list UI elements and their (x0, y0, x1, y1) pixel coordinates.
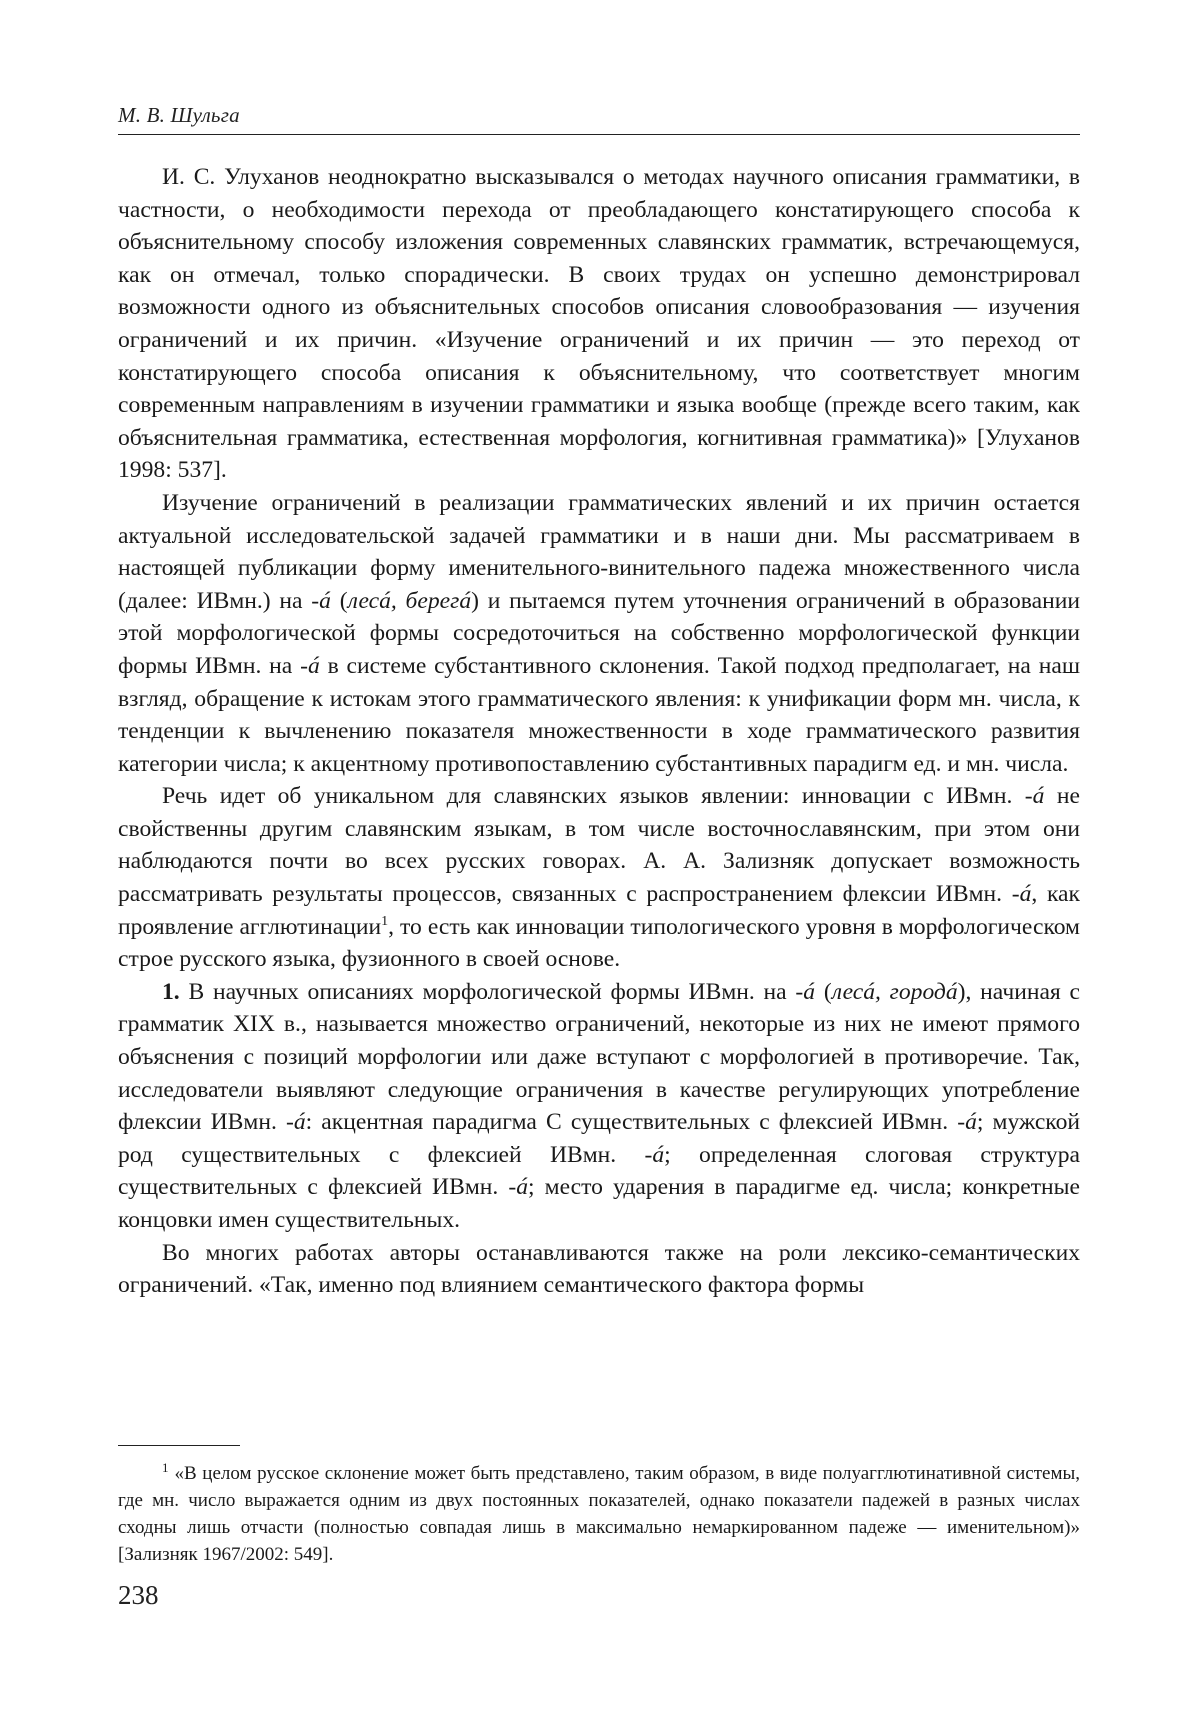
paragraph-text: Во многих работах авторы останавливаются также на роли лексико-семантических ограничений. «Так, именно под влиянием семантического фактора формы (118, 1239, 1080, 1299)
italic-ending: -á (508, 1174, 529, 1201)
footnote-reference[interactable]: 1 (381, 913, 389, 929)
footnote-rule (118, 1445, 240, 1446)
section-number: 1. (162, 978, 180, 1005)
running-head: М. В. Шульга (118, 103, 240, 127)
paragraph-1 (118, 161, 1080, 487)
paragraph-5 (118, 1237, 1080, 1302)
italic-ending: -á (285, 1109, 306, 1136)
paragraph-text: ), начиная с грамматик XIX в., называется множество ограничений, некоторые из них не имеют прямого объяснения с позиций морфологии или даже вступают с морфологией в противоречие. Так, исследователи выявляют следующие ограничения в качестве регулирующих употребление флексии ИВмн. (118, 978, 1081, 1136)
paragraph-text: ; определенная слоговая структура существительных с флексией ИВмн. (118, 1141, 1080, 1201)
paragraph-text: ; мужской род существительных с флексией ИВмн. (118, 1109, 1080, 1168)
paragraph-text: не свойственны другим славянским языкам, в том числе восточнославянским, при этом они наблюдаются почти во всех русских говорах. А. А. Зализняк допускает возможность рассматривать результаты процессов, связанных с распространением флексии ИВмн. (118, 783, 1080, 908)
italic-ending: -á (300, 652, 320, 679)
body-text (118, 161, 1080, 1302)
italic-example: лесá, берегá (347, 587, 472, 614)
paragraph-text: ; место ударения в парадигме ед. числа; конкретные концовки имен существительных. (118, 1174, 1080, 1233)
paragraph-text: Речь идет об уникальном для славянских языков явлении: инновации с ИВмн. (162, 783, 1025, 810)
paragraph-text: ( (330, 587, 348, 614)
italic-example: лесá, городá (831, 978, 958, 1005)
italic-ending: -á (644, 1141, 665, 1168)
paragraph-3 (118, 780, 1080, 976)
italic-ending: -á (311, 587, 331, 614)
italic-ending: -á (957, 1109, 977, 1136)
footnote-mark: 1 (162, 1459, 169, 1475)
page-number: 238 (118, 1580, 159, 1610)
italic-ending: -á (795, 978, 816, 1005)
paragraph-text: , как проявление агглютинации (118, 881, 1080, 940)
paragraph-text: ) и пытаемся путем уточнения ограничений в образовании этой морфологической формы сосредоточиться на собственно морфологической функции формы ИВмн. на (118, 587, 1080, 679)
paragraph-text: : акцентная парадигма С существительных с флексией ИВмн. (305, 1109, 958, 1136)
paragraph-text: ( (815, 978, 832, 1005)
italic-ending: -á (1024, 783, 1045, 810)
paragraph-2 (118, 487, 1080, 780)
paragraph-text: И. С. Улуханов неоднократно высказывался о методах научного описания грамматики, в частности, о необходимости перехода от преобладающего констатирующего способа к объяснительному способу изложения современных славянских грамматик, встречающемуся, как он отмечал, только спорадически. В своих трудах он успешно демонстрировал возможности одного из объяснительных способов описания словообразования — изучения ограничений и их причин. «Изучение ограничений и их причин — это переход от констатирующего способа описания к объяснительному, что соответствует многим современным направлениям в изучении грамматики и языка вообще (прежде всего таким, как объяснительная грамматика, естественная морфология, когнитивная грамматика)» [Улуханов 1998: 537]. (118, 164, 1080, 484)
paragraph-4 (118, 976, 1080, 1237)
header-rule (118, 134, 1080, 135)
paragraph-text: в системе субстантивного склонения. Такой подход предполагает, на наш взгляд, обращение к истокам этого грамматического явления: к унификации форм мн. числа, к тенденции к вычленению показателя множественности в ходе грамматического развития категории числа; к акцентному противопоставлению субстантивных парадигм ед. и мн. числа. (118, 652, 1080, 777)
paragraph-text: В научных описаниях морфологической формы ИВмн. на (179, 978, 796, 1005)
footnote-text: «В целом русское склонение может быть представлено, таким образом, в виде полуагглютинативной системы, где мн. число выражается одним из двух постоянных показателей, однако показатели падежей в разных числах сходны лишь отчасти (полностью совпадая лишь в максимально немаркированном падеже — именительном)» [Зализняк 1967/2002: 549]. (118, 1463, 1080, 1565)
italic-ending: -á (1011, 881, 1032, 908)
paragraph-text: , то есть как инновации типологического уровня в морфологическом строе русского языка, фузионного в своей основе. (118, 913, 1080, 973)
footnote (118, 1460, 1080, 1568)
paragraph-text: Изучение ограничений в реализации грамматических явлений и их причин остается актуальной исследовательской задачей грамматики и в наши дни. Мы рассматриваем в настоящей публикации форму именительного-винительного падежа множественного числа (далее: ИВмн.) на (118, 489, 1080, 614)
